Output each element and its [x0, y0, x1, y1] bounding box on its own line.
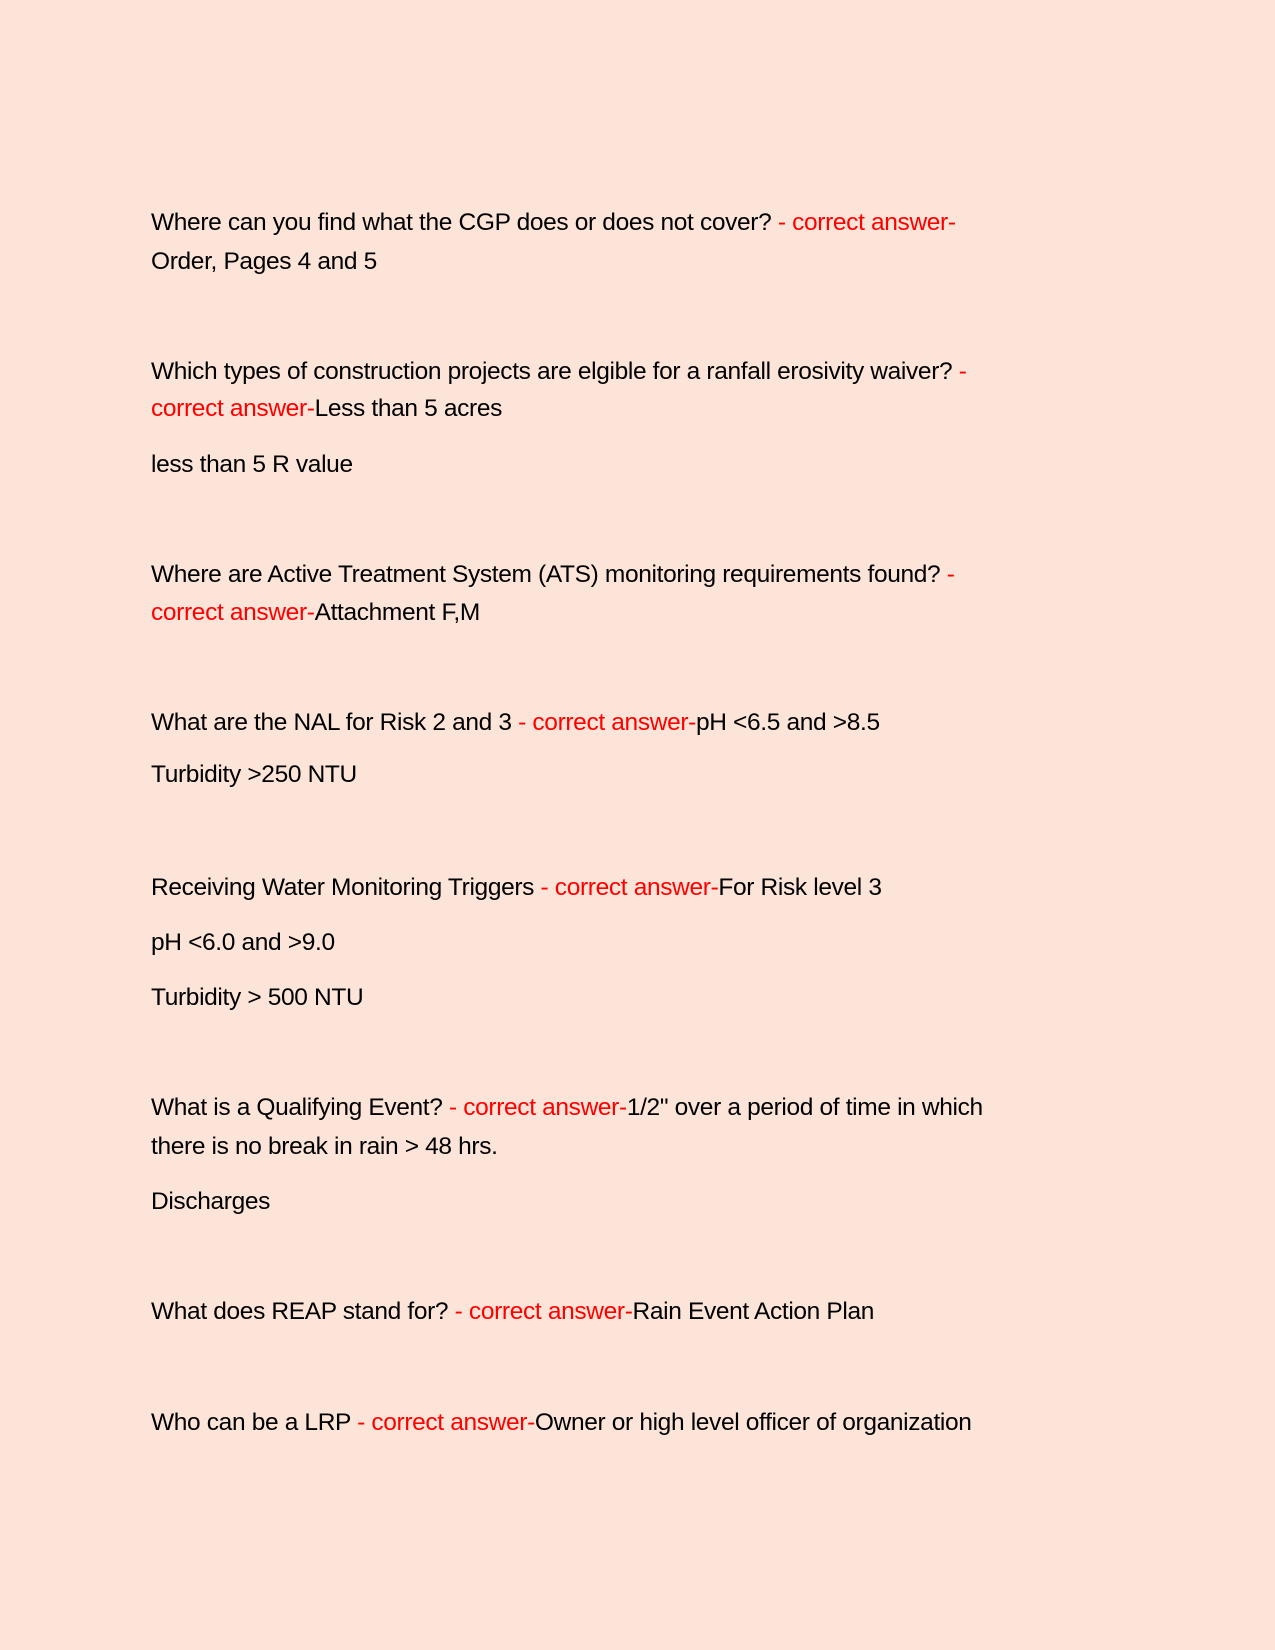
answer-text: 1/2" over a period of time in which: [626, 1094, 983, 1121]
correct-answer-label: - correct answer-: [357, 1409, 535, 1436]
question-text: Receiving Water Monitoring Triggers: [151, 874, 541, 901]
answer-text: Order, Pages 4 and 5: [151, 248, 377, 275]
question-text: Who can be a LRP: [151, 1409, 358, 1436]
correct-answer-label: correct answer-: [151, 599, 315, 626]
question-text: Where are Active Treatment System (ATS) monitoring requirements found?: [151, 561, 947, 588]
answer-text: there is no break in rain > 48 hrs.: [151, 1133, 498, 1160]
qa-item-5-line-2: [151, 928, 335, 958]
correct-answer-label: - correct answer-: [518, 709, 696, 736]
correct-answer-label: -: [946, 561, 955, 588]
answer-text: Discharges: [151, 1188, 271, 1215]
answer-text: Owner or high level officer of organization: [534, 1409, 972, 1436]
question-text: Which types of construction projects are elgible for a ranfall erosivity waiver?: [151, 358, 959, 385]
correct-answer-label: -: [958, 358, 967, 385]
answer-text: Less than 5 acres: [314, 395, 503, 422]
qa-item-2-line-1: [151, 357, 967, 387]
qa-item-1-line-2: [151, 247, 377, 277]
qa-item-6-line-3: [151, 1187, 270, 1217]
qa-item-1-line-1: [151, 208, 956, 238]
correct-answer-label: - correct answer-: [540, 874, 719, 901]
qa-item-6-line-2: [151, 1132, 498, 1162]
correct-answer-label: correct answer-: [151, 395, 315, 422]
qa-item-4-line-2: [151, 760, 357, 790]
qa-item-5-line-1: [151, 873, 882, 903]
answer-text: Turbidity >250 NTU: [151, 761, 357, 788]
answer-text: Turbidity > 500 NTU: [151, 984, 364, 1011]
qa-item-8-line-1: [151, 1408, 972, 1438]
answer-text: less than 5 R value: [151, 451, 353, 478]
qa-item-6-line-1: [151, 1093, 983, 1123]
answer-text: Rain Event Action Plan: [632, 1298, 875, 1325]
qa-item-7-line-1: [151, 1297, 874, 1327]
question-text: What are the NAL for Risk 2 and 3: [151, 709, 519, 736]
question-text: Where can you find what the CGP does or does not cover?: [151, 209, 778, 236]
answer-text: For Risk level 3: [718, 874, 882, 901]
answer-text: pH <6.0 and >9.0: [151, 929, 335, 956]
question-text: What does REAP stand for?: [151, 1298, 455, 1325]
answer-text: Attachment F,M: [314, 599, 480, 626]
qa-item-2-line-2: [151, 394, 502, 424]
qa-item-2-line-3: [151, 450, 353, 480]
qa-item-3-line-1: [151, 560, 955, 590]
answer-text: pH <6.5 and >8.5: [695, 709, 880, 736]
correct-answer-label: - correct answer-: [448, 1094, 627, 1121]
correct-answer-label: - correct answer-: [777, 209, 956, 236]
correct-answer-label: - correct answer-: [454, 1298, 633, 1325]
qa-item-5-line-3: [151, 983, 363, 1013]
question-text: What is a Qualifying Event?: [151, 1094, 449, 1121]
qa-item-3-line-2: [151, 598, 480, 628]
qa-item-4-line-1: [151, 708, 880, 738]
